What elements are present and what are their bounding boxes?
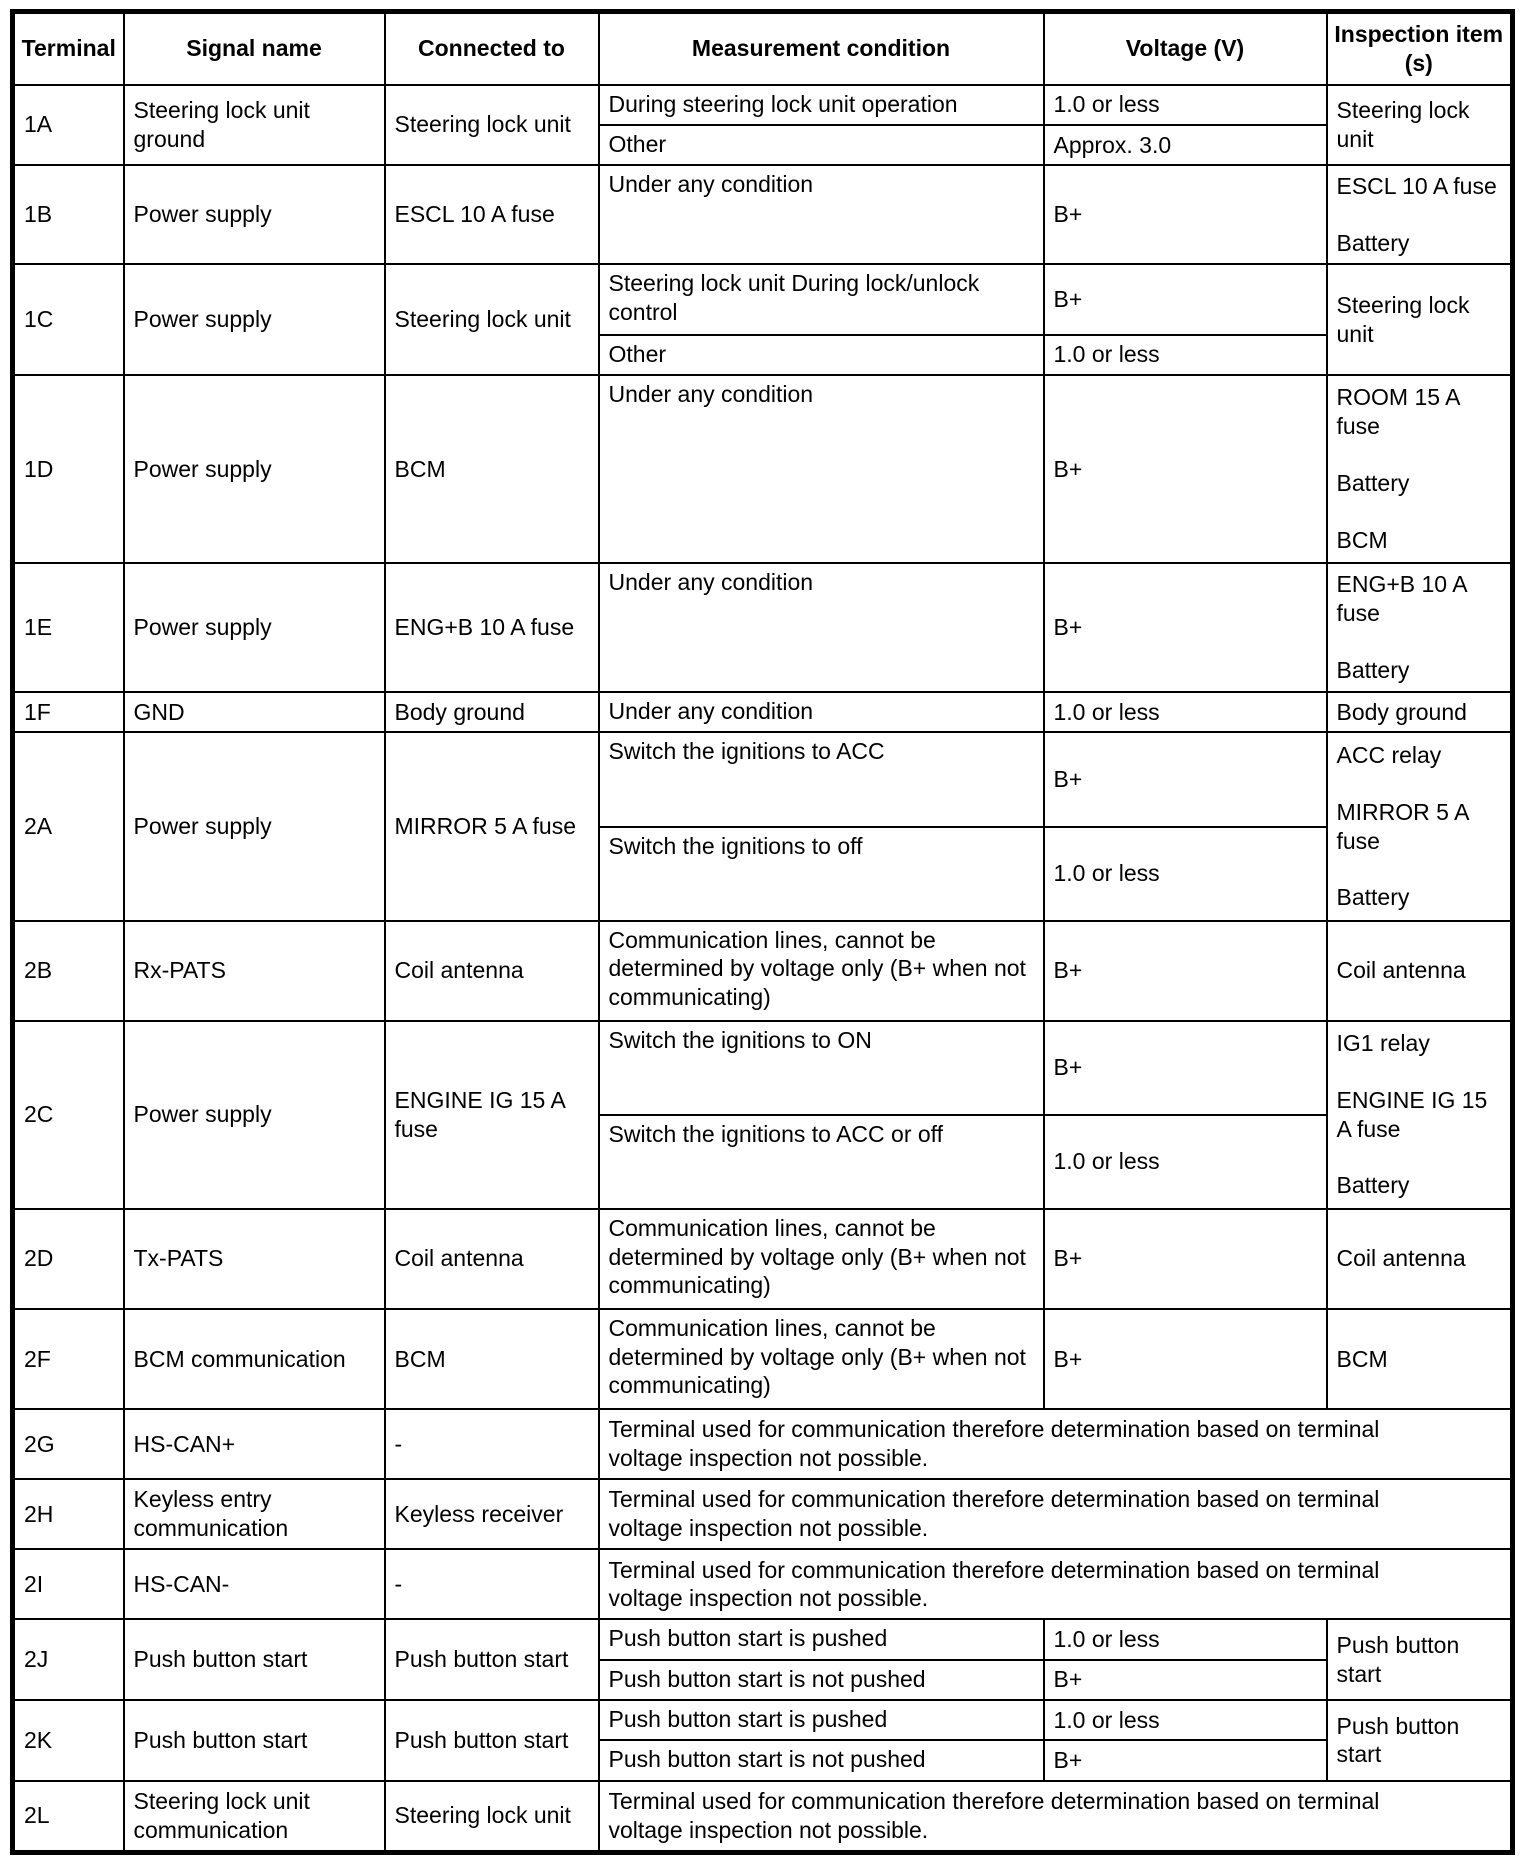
terminal-cell: 2J xyxy=(13,1619,124,1700)
measurement-condition-cell: During steering lock unit operation xyxy=(599,85,1044,125)
terminal-cell: 2B xyxy=(13,921,124,1021)
inspection-items-cell xyxy=(1327,85,1513,166)
table-row xyxy=(13,1209,1513,1309)
column-header-inspection-items: Inspection item (s) xyxy=(1327,12,1513,85)
signal-name-cell: GND xyxy=(124,692,385,732)
inspection-items-cell xyxy=(1327,692,1513,732)
connected-to-cell: Keyless receiver xyxy=(385,1479,599,1549)
measurement-condition-cell: Switch the ignitions to off xyxy=(599,827,1044,921)
inspection-items-cell xyxy=(1327,264,1513,374)
connected-to-cell: BCM xyxy=(385,1309,599,1409)
column-header-signal-name: Signal name xyxy=(124,12,385,85)
signal-name-cell: Push button start xyxy=(124,1700,385,1781)
column-header-connected-to: Connected to xyxy=(385,12,599,85)
inspection-item: ENGINE IG 15 A fuse xyxy=(1336,1086,1488,1142)
header-row xyxy=(13,12,1513,85)
inspection-item: ENG+B 10 A fuse xyxy=(1336,571,1467,627)
inspection-item: Battery xyxy=(1336,469,1410,496)
connected-to-cell: Steering lock unit xyxy=(385,264,599,374)
communication-note-text: Terminal used for communication therefore determination based on terminal voltage inspection not possible. xyxy=(608,1486,1380,1542)
connected-to-cell: ENGINE IG 15 A fuse xyxy=(385,1021,599,1209)
measurement-condition-cell: Under any condition xyxy=(599,563,1044,692)
voltage-cell: B+ xyxy=(1044,165,1327,264)
inspection-item: Push button start xyxy=(1336,1631,1460,1687)
table-row xyxy=(13,165,1513,264)
inspection-items-cell xyxy=(1327,1700,1513,1781)
signal-name-cell: Keyless entry communication xyxy=(124,1479,385,1549)
terminal-cell: 1C xyxy=(13,264,124,374)
inspection-item: Body ground xyxy=(1336,698,1467,725)
measurement-condition-cell: Switch the ignitions to ACC or off xyxy=(599,1115,1044,1209)
inspection-item: Coil antenna xyxy=(1336,1245,1466,1272)
measurement-condition-cell: Under any condition xyxy=(599,165,1044,264)
terminal-cell: 2C xyxy=(13,1021,124,1209)
table-row xyxy=(13,1409,1513,1479)
connected-to-cell: Push button start xyxy=(385,1619,599,1700)
table-row xyxy=(13,1619,1513,1659)
terminal-voltage-table xyxy=(10,9,1515,1855)
column-header-measurement-condition: Measurement condition xyxy=(599,12,1044,85)
inspection-items-cell xyxy=(1327,1309,1513,1409)
voltage-cell: B+ xyxy=(1044,1660,1327,1700)
terminal-cell: 1A xyxy=(13,85,124,166)
column-header-terminal: Terminal xyxy=(13,12,124,85)
inspection-item: Push button start xyxy=(1336,1712,1460,1768)
table-row xyxy=(13,1479,1513,1549)
voltage-cell: 1.0 or less xyxy=(1044,335,1327,375)
connected-to-cell: Body ground xyxy=(385,692,599,732)
terminal-cell: 2A xyxy=(13,732,124,920)
connected-to-cell: ESCL 10 A fuse xyxy=(385,165,599,264)
connected-to-cell: Steering lock unit xyxy=(385,1781,599,1853)
inspection-item: ROOM 15 A fuse xyxy=(1336,384,1460,440)
terminal-cell: 2D xyxy=(13,1209,124,1309)
communication-note-text: Terminal used for communication therefore determination based on terminal voltage inspection not possible. xyxy=(608,1788,1380,1843)
signal-name-cell: Power supply xyxy=(124,165,385,264)
table-row xyxy=(13,1309,1513,1409)
voltage-cell: B+ xyxy=(1044,921,1327,1021)
measurement-condition-cell: Under any condition xyxy=(599,375,1044,563)
table-body xyxy=(13,85,1513,1853)
inspection-item: BCM xyxy=(1336,1345,1388,1372)
connected-to-cell: Push button start xyxy=(385,1700,599,1781)
inspection-item: MIRROR 5 A fuse xyxy=(1336,798,1469,854)
connected-to-cell: BCM xyxy=(385,375,599,563)
signal-name-cell: Steering lock unit communication xyxy=(124,1781,385,1853)
terminal-cell: 2I xyxy=(13,1549,124,1619)
inspection-item: Steering lock unit xyxy=(1336,291,1470,347)
terminal-cell: 2L xyxy=(13,1781,124,1853)
signal-name-cell: BCM communication xyxy=(124,1309,385,1409)
voltage-cell: B+ xyxy=(1044,1021,1327,1115)
measurement-condition-cell: Other xyxy=(599,335,1044,375)
measurement-condition-cell: Under any condition xyxy=(599,692,1044,732)
voltage-cell: B+ xyxy=(1044,1309,1327,1409)
table-row xyxy=(13,1021,1513,1115)
communication-note-text: Terminal used for communication therefore determination based on terminal voltage inspection not possible. xyxy=(608,1556,1380,1612)
voltage-cell: 1.0 or less xyxy=(1044,1619,1327,1659)
signal-name-cell: Tx-PATS xyxy=(124,1209,385,1309)
terminal-cell: 1F xyxy=(13,692,124,732)
inspection-items-cell xyxy=(1327,375,1513,563)
inspection-item: Battery xyxy=(1336,229,1410,256)
connected-to-cell: - xyxy=(385,1549,599,1619)
signal-name-cell: Power supply xyxy=(124,375,385,563)
table-row xyxy=(13,85,1513,125)
table-row xyxy=(13,732,1513,826)
table-row xyxy=(13,921,1513,1021)
table-row xyxy=(13,1781,1513,1853)
inspection-items-cell xyxy=(1327,921,1513,1021)
connected-to-cell: ENG+B 10 A fuse xyxy=(385,563,599,692)
signal-name-cell: Power supply xyxy=(124,1021,385,1209)
voltage-cell: B+ xyxy=(1044,732,1327,826)
terminal-cell: 2K xyxy=(13,1700,124,1781)
measurement-condition-cell: Switch the ignitions to ON xyxy=(599,1021,1044,1115)
connected-to-cell: Steering lock unit xyxy=(385,85,599,166)
voltage-cell: B+ xyxy=(1044,264,1327,334)
inspection-item: IG1 relay xyxy=(1336,1030,1430,1057)
terminal-cell: 2F xyxy=(13,1309,124,1409)
terminal-cell: 2H xyxy=(13,1479,124,1549)
voltage-cell: B+ xyxy=(1044,563,1327,692)
measurement-condition-cell: Push button start is not pushed xyxy=(599,1740,1044,1780)
signal-name-cell: Steering lock unit ground xyxy=(124,85,385,166)
connected-to-cell: Coil antenna xyxy=(385,1209,599,1309)
measurement-condition-cell: Communication lines, cannot be determined by voltage only (B+ when not communicating) xyxy=(599,1209,1044,1309)
voltage-cell: Approx. 3.0 xyxy=(1044,125,1327,165)
inspection-item: Battery xyxy=(1336,1172,1410,1199)
table-row xyxy=(13,563,1513,692)
terminal-cell: 1E xyxy=(13,563,124,692)
measurement-condition-cell: Push button start is pushed xyxy=(599,1700,1044,1740)
measurement-condition-cell: Push button start is not pushed xyxy=(599,1660,1044,1700)
table-row xyxy=(13,1700,1513,1740)
measurement-condition-cell: Steering lock unit During lock/unlock control xyxy=(599,264,1044,334)
signal-name-cell: Power supply xyxy=(124,732,385,920)
measurement-condition-cell: Switch the ignitions to ACC xyxy=(599,732,1044,826)
inspection-items-cell xyxy=(1327,563,1513,692)
column-header-voltage: Voltage (V) xyxy=(1044,12,1327,85)
inspection-item: Steering lock unit xyxy=(1336,97,1470,152)
signal-name-cell: Power supply xyxy=(124,264,385,374)
voltage-cell: B+ xyxy=(1044,1209,1327,1309)
table-row xyxy=(13,1549,1513,1619)
voltage-cell: 1.0 or less xyxy=(1044,827,1327,921)
signal-name-cell: Rx-PATS xyxy=(124,921,385,1021)
signal-name-cell: HS-CAN- xyxy=(124,1549,385,1619)
inspection-items-cell xyxy=(1327,165,1513,264)
connected-to-cell: MIRROR 5 A fuse xyxy=(385,732,599,920)
communication-note-text: Terminal used for communication therefore determination based on terminal voltage inspection not possible. xyxy=(608,1416,1380,1471)
terminal-cell: 1B xyxy=(13,165,124,264)
inspection-items-cell xyxy=(1327,1209,1513,1309)
communication-note-cell xyxy=(599,1409,1513,1479)
communication-note-cell xyxy=(599,1781,1513,1853)
voltage-cell: 1.0 or less xyxy=(1044,85,1327,125)
signal-name-cell: Power supply xyxy=(124,563,385,692)
inspection-item: Coil antenna xyxy=(1336,957,1466,984)
connected-to-cell: - xyxy=(385,1409,599,1479)
inspection-items-cell xyxy=(1327,732,1513,920)
inspection-item: BCM xyxy=(1336,526,1388,553)
measurement-condition-cell: Push button start is pushed xyxy=(599,1619,1044,1659)
voltage-cell: 1.0 or less xyxy=(1044,1115,1327,1209)
table-row xyxy=(13,264,1513,334)
inspection-item: ACC relay xyxy=(1336,742,1442,768)
signal-name-cell: Push button start xyxy=(124,1619,385,1700)
voltage-cell: 1.0 or less xyxy=(1044,692,1327,732)
inspection-items-cell xyxy=(1327,1619,1513,1700)
measurement-condition-cell: Other xyxy=(599,125,1044,165)
signal-name-cell: HS-CAN+ xyxy=(124,1409,385,1479)
table-row xyxy=(13,375,1513,563)
communication-note-cell xyxy=(599,1549,1513,1619)
inspection-item: ESCL 10 A fuse xyxy=(1336,172,1497,199)
voltage-cell: B+ xyxy=(1044,375,1327,563)
inspection-items-cell xyxy=(1327,1021,1513,1209)
measurement-condition-cell: Communication lines, cannot be determined by voltage only (B+ when not communicating) xyxy=(599,1309,1044,1409)
table-row xyxy=(13,692,1513,732)
measurement-condition-cell: Communication lines, cannot be determined by voltage only (B+ when not communicating) xyxy=(599,921,1044,1021)
inspection-item: Battery xyxy=(1336,656,1410,683)
voltage-cell: B+ xyxy=(1044,1740,1327,1780)
connected-to-cell: Coil antenna xyxy=(385,921,599,1021)
voltage-cell: 1.0 or less xyxy=(1044,1700,1327,1740)
inspection-item: Battery xyxy=(1336,884,1410,911)
terminal-cell: 1D xyxy=(13,375,124,563)
communication-note-cell xyxy=(599,1479,1513,1549)
terminal-cell: 2G xyxy=(13,1409,124,1479)
